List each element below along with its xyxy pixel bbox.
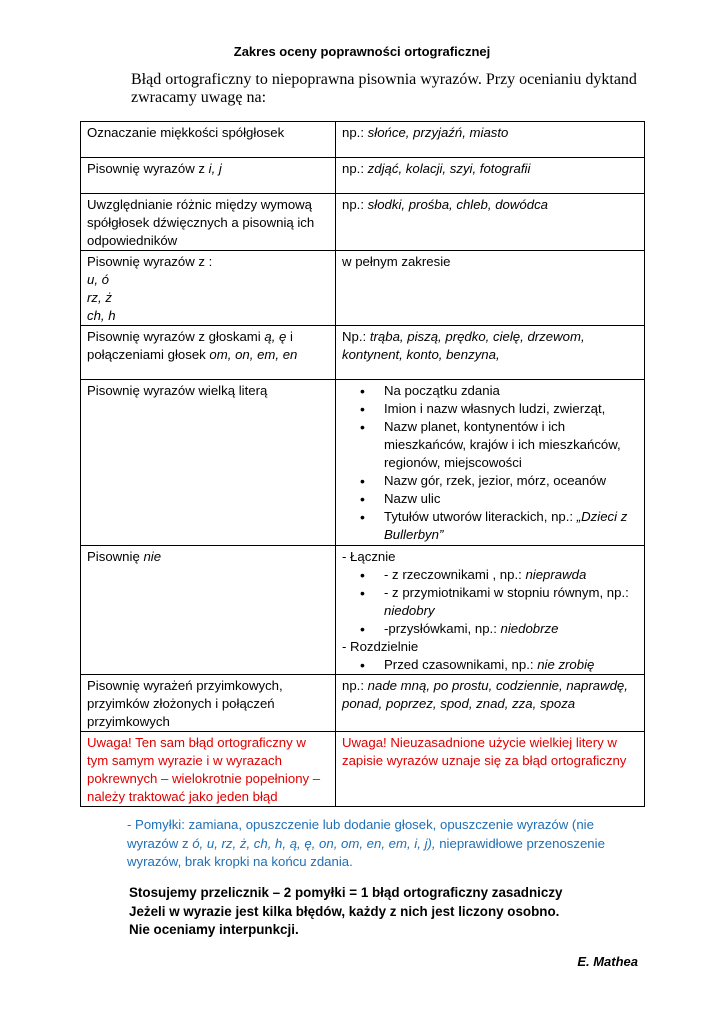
example-cell: np.: słodki, prośba, chleb, dowódca xyxy=(336,194,645,251)
rule-line: Nie oceniamy interpunkcji. xyxy=(129,922,299,937)
criterion-cell: Oznaczanie miękkości spółgłosek xyxy=(81,122,336,158)
list-item: • Nazw ulic xyxy=(384,490,638,508)
criterion-cell: Pisownię wyrazów wielką literą xyxy=(81,380,336,546)
list-item: • Tytułów utworów literackich, np.: „Dzieci z Bullerbyn” xyxy=(384,508,638,544)
example-text: zdjąć, kolacji, szyi, fotografii xyxy=(367,161,531,176)
criterion-cell: Pisownię nie xyxy=(81,546,336,675)
mistakes-note: - Pomyłki: zamiana, opuszczenie lub dodanie głosek, opuszczenie wyrazów (nie wyrazów z ó, u, rz, ż, ch, h, ą, ę, on, om, en, em, i, j), nieprawidłowe przenoszenie wyrazów, brak kropki na końcu zdania. xyxy=(127,817,605,869)
list-item: • - z rzeczownikami , np.: nieprawda xyxy=(384,566,638,584)
table-row xyxy=(81,194,645,251)
example-text: słońce, przyjaźń, miasto xyxy=(367,125,509,140)
list-item: • -przysłówkami, np.: niedobrze xyxy=(384,620,638,638)
criteria-table xyxy=(80,121,645,807)
example-cell: w pełnym zakresie xyxy=(336,251,645,326)
list-item: • Nazw planet, kontynentów i ich mieszkańców, krajów i ich mieszkańców, regionów, miejscowości xyxy=(384,418,638,472)
table-row xyxy=(81,546,645,675)
table-row xyxy=(81,326,645,380)
example-cell: Np.: trąba, piszą, prędko, cielę, drzewom, kontynent, konto, benzyna, xyxy=(336,326,645,380)
list-item: • - z przymiotnikami w stopniu równym, np.: niedobry xyxy=(384,584,638,620)
grading-rules xyxy=(129,884,649,940)
example-cell: - Łącznie • - z rzeczownikami , np.: nieprawda • - z przymiotnikami w stopniu równym, np.: niedobry • -przysłówkami, np.: niedobrze - Rozdzielnie • Przed czasownikami, np.: nie zrobię xyxy=(336,546,645,675)
warning-cell: Uwaga! Ten sam błąd ortograficzny w tym samym wyrazie i w wyrazach pokrewnych – wielokrotnie popełniony – należy traktować jako jeden błąd xyxy=(81,732,336,807)
list-item: • Przed czasownikami, np.: nie zrobię xyxy=(384,656,638,674)
criterion-cell: Pisownię wyrażeń przyimkowych, przyimków złożonych i połączeń przyimkowych xyxy=(81,675,336,732)
table-row xyxy=(81,380,645,546)
criterion-cell: Pisownię wyrazów z : u, ó rz, ż ch, h xyxy=(81,251,336,326)
table-row xyxy=(81,675,645,732)
warning-cell: Uwaga! Nieuzasadnione użycie wielkiej litery w zapisie wyrazów uznaje się za błąd ortograficzny xyxy=(336,732,645,807)
criterion-cell: Uwzględnianie różnic między wymową spółgłosek dźwięcznych a pisownią ich odpowiedników xyxy=(81,194,336,251)
criterion-cell: Pisownię wyrazów z i, j xyxy=(81,158,336,194)
list-item: • Imion i nazw własnych ludzi, zwierząt, xyxy=(384,400,638,418)
example-cell: np.: nade mną, po prostu, codziennie, naprawdę, ponad, poprzez, spod, znad, zza, spoza xyxy=(336,675,645,732)
example-cell: np.: słońce, przyjaźń, miasto xyxy=(336,122,645,158)
author-signature: E. Mathea xyxy=(577,954,638,969)
example-text: nade mną, po prostu, codziennie, naprawdę, ponad, poprzez, spod, znad, zza, spoza xyxy=(342,678,628,711)
criterion-cell: Pisownię wyrazów z głoskami ą, ę i połączeniami głosek om, on, em, en xyxy=(81,326,336,380)
example-text: słodki, prośba, chleb, dowódca xyxy=(367,197,549,212)
list-item: • Nazw gór, rzek, jezior, mórz, oceanów xyxy=(384,472,638,490)
example-cell xyxy=(336,380,645,546)
list-item: • Na początku zdania xyxy=(384,382,638,400)
table-row xyxy=(81,122,645,158)
page-title: Zakres oceny poprawności ortograficznej xyxy=(233,44,491,59)
capital-letter-list xyxy=(342,382,638,544)
example-cell: np.: zdjąć, kolacji, szyi, fotografii xyxy=(336,158,645,194)
example-text: trąba, piszą, prędko, cielę, drzewom, kontynent, konto, benzyna, xyxy=(342,329,585,362)
rule-line: Stosujemy przelicznik – 2 pomyłki = 1 błąd ortograficzny zasadniczy xyxy=(129,885,563,900)
joined-list xyxy=(342,566,638,638)
separate-list xyxy=(342,656,638,674)
rule-line: Jeżeli w wyrazie jest kilka błędów, każdy z nich jest liczony osobno. xyxy=(129,903,560,919)
table-row xyxy=(81,158,645,194)
table-row xyxy=(81,732,645,807)
intro-paragraph: Błąd ortograficzny to niepoprawna pisownia wyrazów. Przy ocenianiu dyktand zwracamy uwagę na: xyxy=(131,71,637,106)
table-row xyxy=(81,251,645,326)
